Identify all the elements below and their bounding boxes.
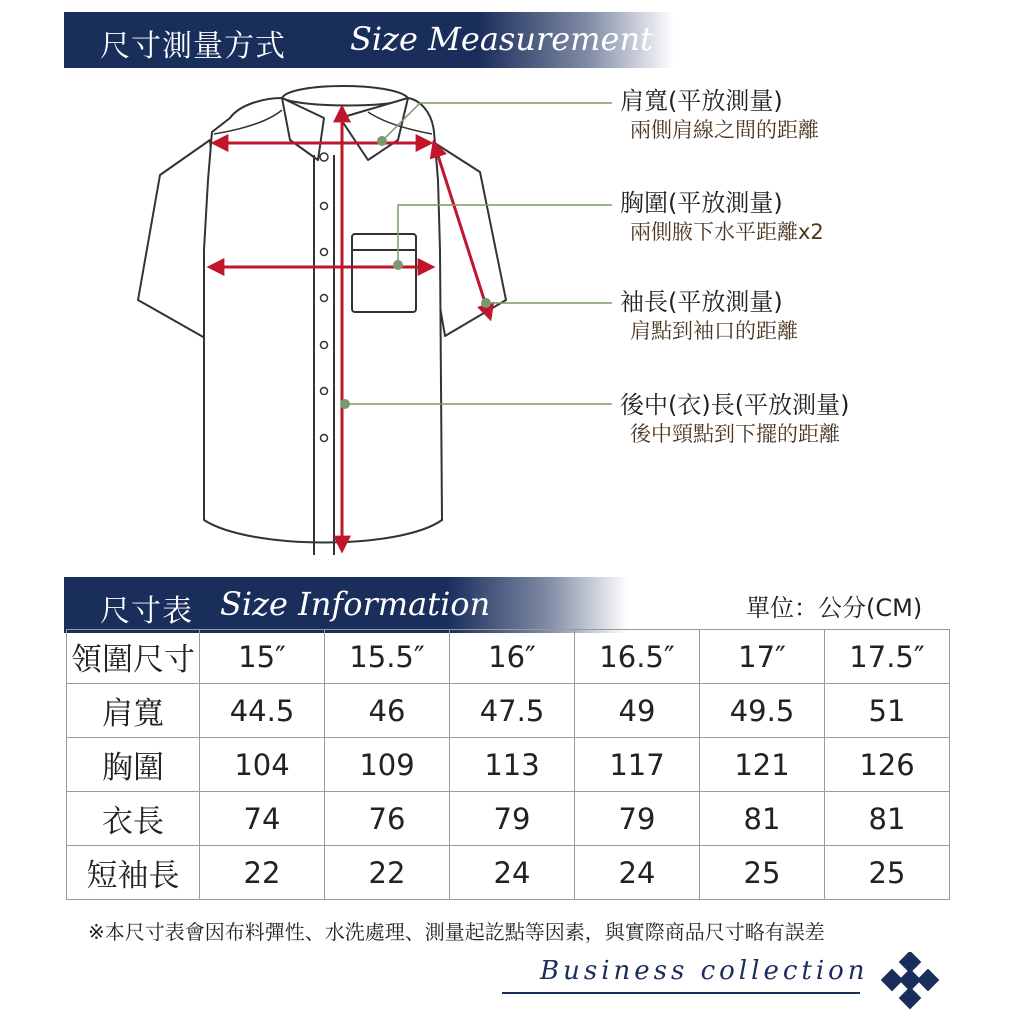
table-cell: 79 xyxy=(575,792,700,846)
table-cell: 24 xyxy=(575,846,700,900)
table-cell: 121 xyxy=(700,738,825,792)
table-cell: 81 xyxy=(825,792,950,846)
row-label: 肩寬 xyxy=(67,684,200,738)
table-header-row xyxy=(67,630,950,684)
row-label: 短袖長 xyxy=(67,846,200,900)
callout-sleeve-title: 袖長(平放測量) xyxy=(620,288,783,316)
information-title-en: Size Information xyxy=(220,585,491,623)
table-cell: 25 xyxy=(825,846,950,900)
size-table xyxy=(66,629,950,900)
table-cell: 24 xyxy=(450,846,575,900)
callout-sleeve-desc: 肩點到袖口的距離 xyxy=(630,319,798,343)
table-cell: 74 xyxy=(200,792,325,846)
unit-label: 單位：公分(CM) xyxy=(746,594,923,622)
table-row xyxy=(67,738,950,792)
brand-underline xyxy=(502,992,860,994)
table-cell: 76 xyxy=(325,792,450,846)
header-size: 15″ xyxy=(200,630,325,684)
callout-shoulder xyxy=(620,86,819,144)
header-size: 15.5″ xyxy=(325,630,450,684)
shoulder-point-dot xyxy=(377,136,387,146)
table-cell: 49.5 xyxy=(700,684,825,738)
table-row xyxy=(67,792,950,846)
table-cell: 25 xyxy=(700,846,825,900)
size-information-banner xyxy=(64,577,628,633)
measurement-title-zh: 尺寸測量方式 xyxy=(100,29,286,64)
measurement-title-en: Size Measurement xyxy=(350,20,653,58)
table-row xyxy=(67,684,950,738)
callout-sleeve xyxy=(620,287,798,345)
shirt-body xyxy=(204,98,442,543)
table-cell: 22 xyxy=(325,846,450,900)
diamond-logo-icon xyxy=(870,952,950,1024)
table-cell: 104 xyxy=(200,738,325,792)
table-cell: 113 xyxy=(450,738,575,792)
table-cell: 22 xyxy=(200,846,325,900)
information-title-zh: 尺寸表 xyxy=(100,594,193,629)
table-cell: 49 xyxy=(575,684,700,738)
table-row xyxy=(67,846,950,900)
callout-shoulder-title: 肩寬(平放測量) xyxy=(620,87,783,115)
callout-length-desc: 後中頸點到下擺的距離 xyxy=(630,422,840,446)
header-label: 領圍尺寸 xyxy=(67,630,200,684)
header-size: 16″ xyxy=(450,630,575,684)
callout-length-title: 後中(衣)長(平放測量) xyxy=(620,391,850,419)
callout-shoulder-desc: 兩側肩線之間的距離 xyxy=(630,118,819,142)
disclaimer-note: ※本尺寸表會因布料彈性、水洗處理、測量起訖點等因素，與實際商品尺寸略有誤差 xyxy=(88,920,825,944)
table-cell: 126 xyxy=(825,738,950,792)
table-cell: 47.5 xyxy=(450,684,575,738)
callout-chest xyxy=(620,188,824,246)
sleeve-point-dot xyxy=(481,298,491,308)
header-size: 17.5″ xyxy=(825,630,950,684)
chest-point-dot xyxy=(393,260,403,270)
table-cell: 44.5 xyxy=(200,684,325,738)
table-cell: 46 xyxy=(325,684,450,738)
table-cell: 109 xyxy=(325,738,450,792)
brand-wordmark: Business collection xyxy=(540,956,869,986)
row-label: 胸圍 xyxy=(67,738,200,792)
header-size: 17″ xyxy=(700,630,825,684)
callout-length xyxy=(620,390,849,448)
callout-chest-title: 胸圍(平放測量) xyxy=(620,189,783,217)
callout-chest-desc: 兩側腋下水平距離x2 xyxy=(630,220,824,244)
header-size: 16.5″ xyxy=(575,630,700,684)
table-cell: 79 xyxy=(450,792,575,846)
row-label: 衣長 xyxy=(67,792,200,846)
table-cell: 117 xyxy=(575,738,700,792)
table-cell: 81 xyxy=(700,792,825,846)
length-point-dot xyxy=(340,399,350,409)
chest-pocket xyxy=(352,234,416,312)
table-cell: 51 xyxy=(825,684,950,738)
